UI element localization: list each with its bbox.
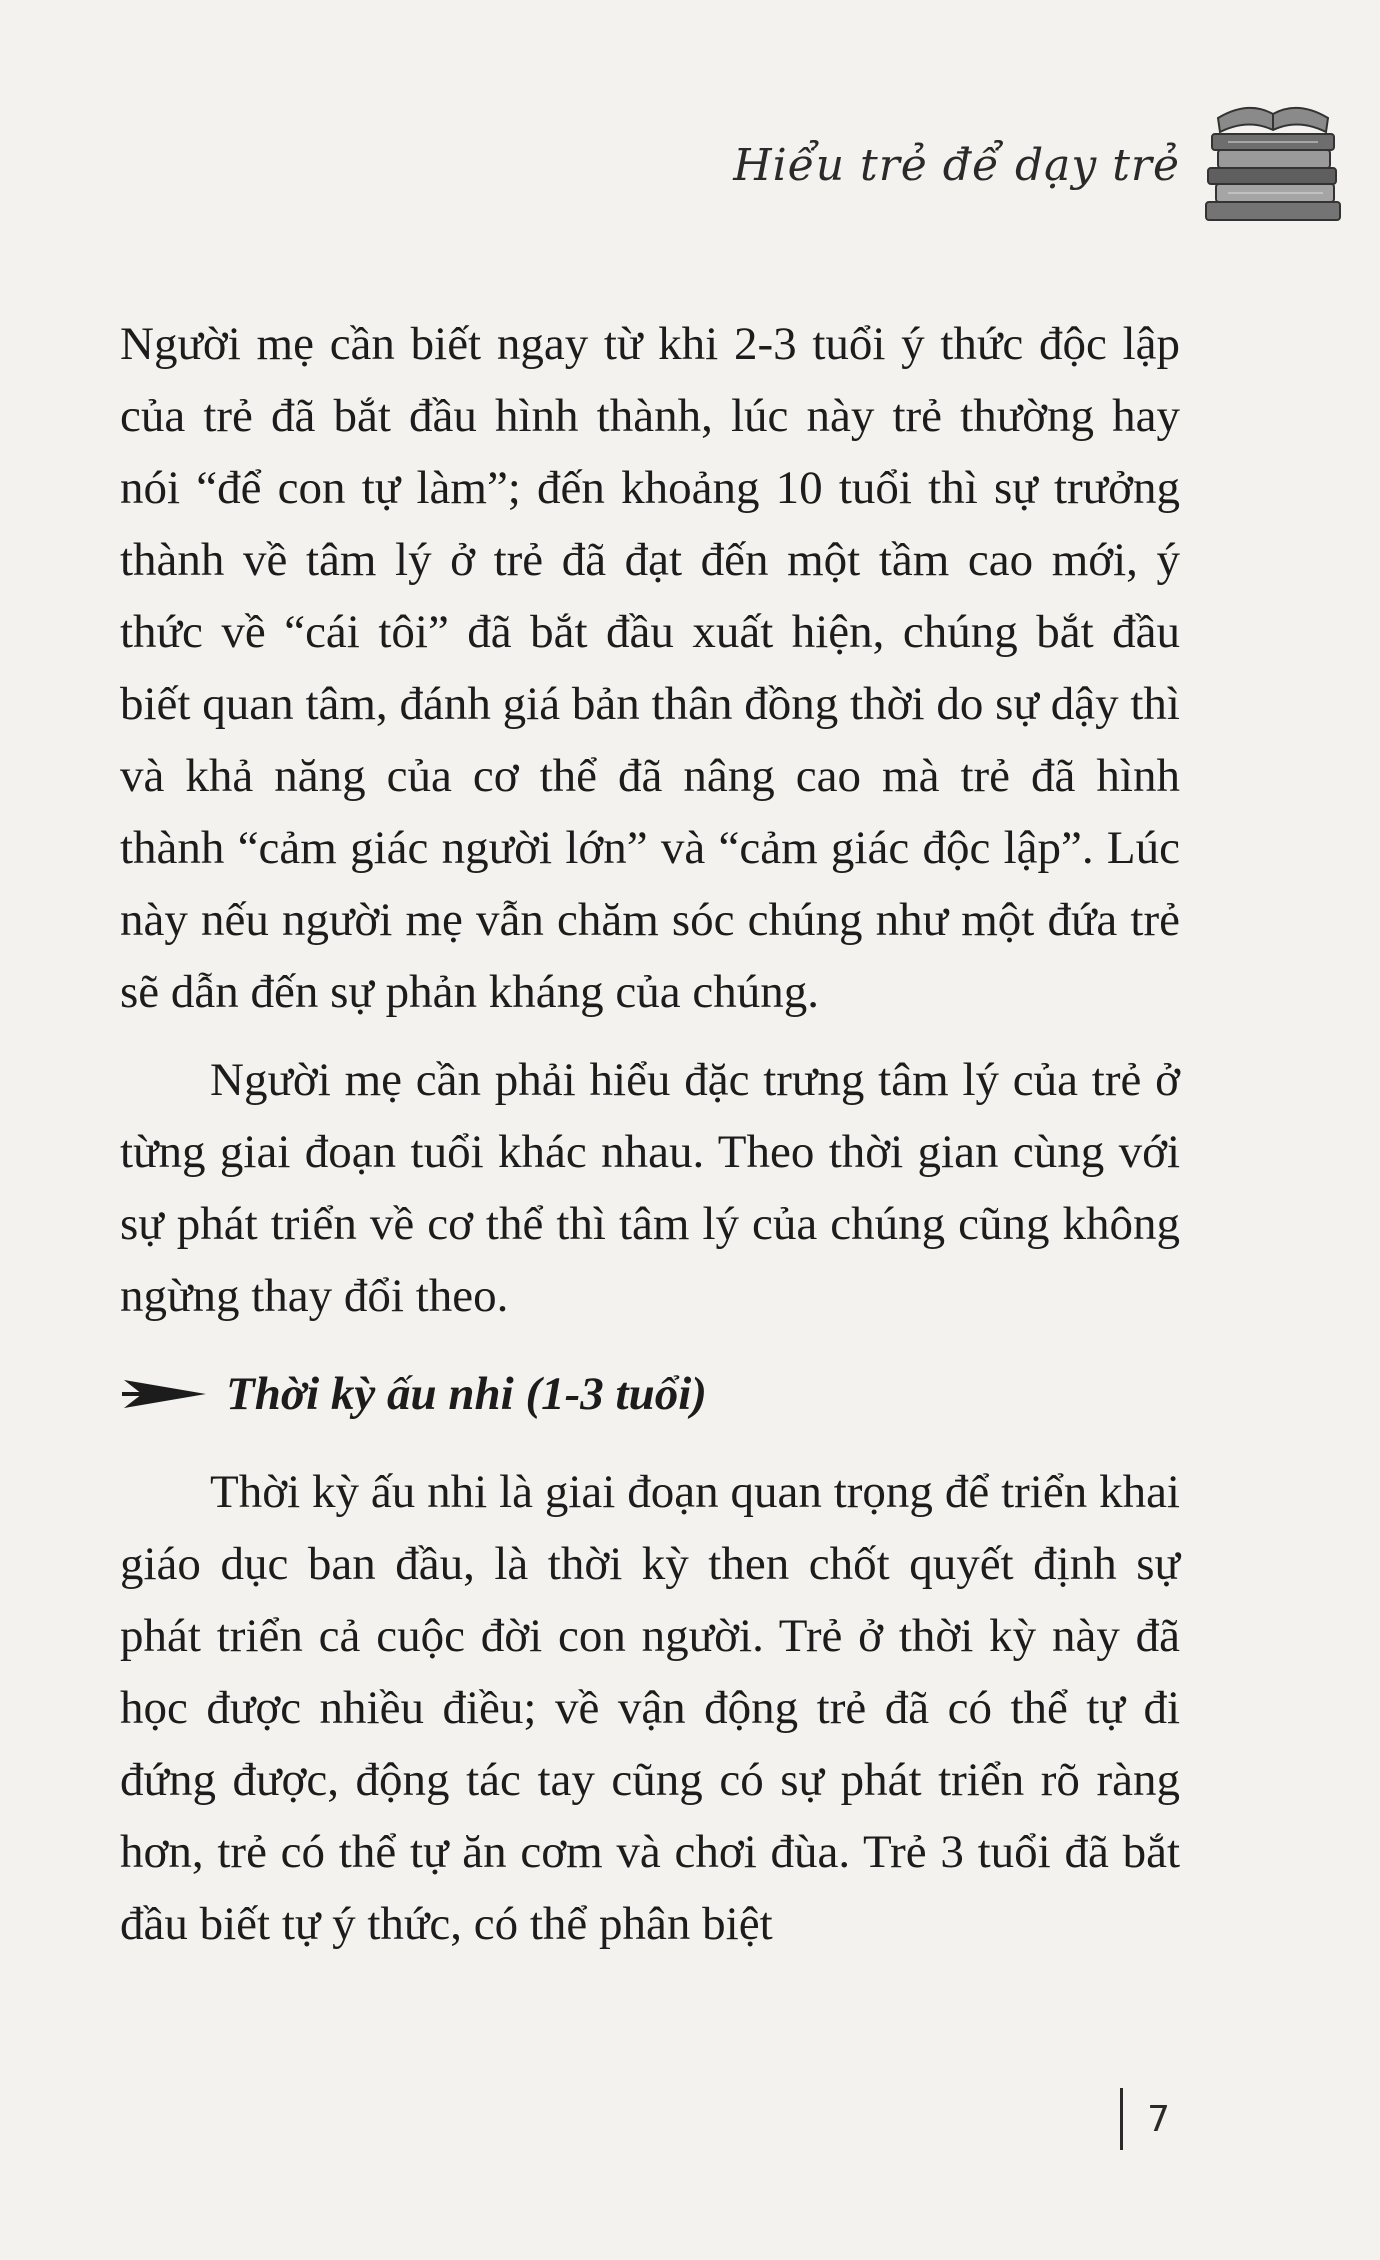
page-number: 7 [1147,2098,1170,2140]
books-icon [1198,88,1348,228]
section-heading [120,1358,1180,1430]
page-footer [1120,2088,1170,2150]
paragraph-1: Người mẹ cần biết ngay từ khi 2-3 tuổi ý thức độc lập của trẻ đã bắt đầu hình thành, lúc này trẻ thường hay nói “để con tự làm”; đến khoảng 10 tuổi thì sự trưởng thành về tâm lý ở trẻ đã đạt đến một tầm cao mới, ý thức về “cái tôi” đã bắt đầu xuất hiện, chúng bắt đầu biết quan tâm, đánh giá bản thân đồng thời do sự dậy thì và khả năng của cơ thể đã nâng cao mà trẻ đã hình thành “cảm giác người lớn” và “cảm giác độc lập”. Lúc này nếu người mẹ vẫn chăm sóc chúng như một đứa trẻ sẽ dẫn đến sự phản kháng của chúng. [120,318,1180,1018]
page-number-divider [1120,2088,1123,2150]
body-text [120,308,1180,1960]
running-head-title: Hiểu trẻ để dạy trẻ [733,140,1180,191]
arrow-bullet-icon [120,1374,212,1414]
section-heading-text: Thời kỳ ấu nhi (1-3 tuổi) [226,1368,707,1420]
paragraph-3: Thời kỳ ấu nhi là giai đoạn quan trọng để triển khai giáo dục ban đầu, là thời kỳ then chốt quyết định sự phát triển cả cuộc đời con người. Trẻ ở thời kỳ này đã học được nhiều điều; về vận động trẻ đã có thể tự đi đứng được, động tác tay cũng có sự phát triển rõ ràng hơn, trẻ có thể tự ăn cơm và chơi đùa. Trẻ 3 tuổi đã bắt đầu biết tự ý thức, có thể phân biệt [120,1466,1180,1950]
paragraph-2: Người mẹ cần phải hiểu đặc trưng tâm lý của trẻ ở từng giai đoạn tuổi khác nhau. Theo thời gian cùng với sự phát triển về cơ thể thì tâm lý của chúng cũng không ngừng thay đổi theo. [120,1054,1180,1322]
